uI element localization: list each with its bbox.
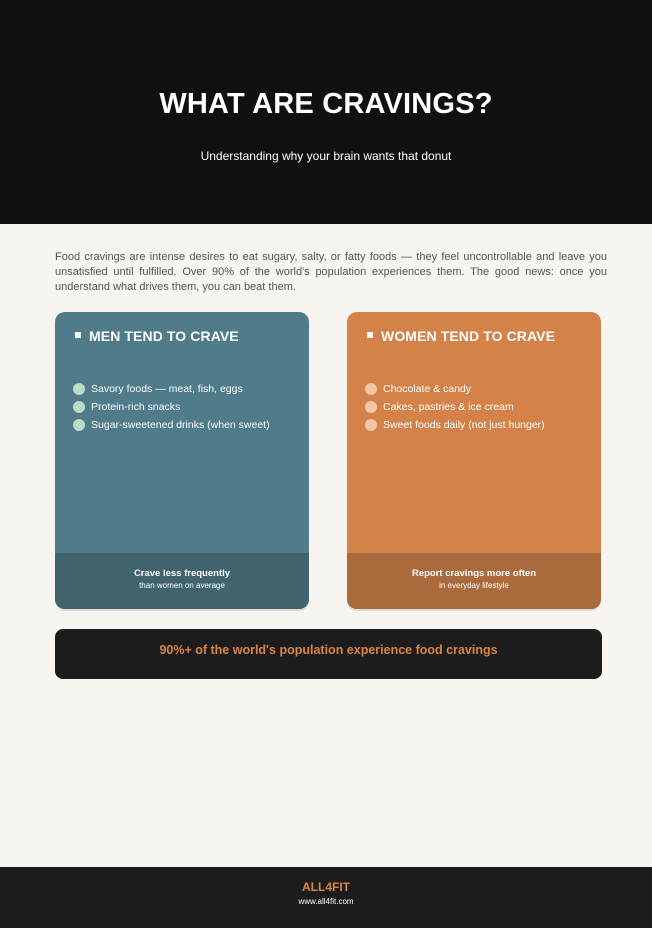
square-bullet-icon bbox=[367, 332, 373, 338]
list-item-text: Chocolate & candy bbox=[383, 383, 472, 395]
men-footer-main: Crave less frequently bbox=[133, 568, 231, 579]
square-bullet-icon bbox=[75, 332, 81, 338]
stat-banner: 90%+ of the world's population experience food cravings bbox=[55, 629, 602, 679]
men-card-title: MEN TEND TO CRAVE bbox=[89, 328, 239, 344]
women-craving-list bbox=[365, 380, 545, 434]
circle-bullet-icon bbox=[365, 401, 377, 413]
list-item-text: Protein-rich snacks bbox=[91, 401, 181, 413]
women-card-footer bbox=[347, 553, 601, 609]
women-card-title: WOMEN TEND TO CRAVE bbox=[381, 328, 556, 344]
circle-bullet-icon bbox=[73, 419, 85, 431]
brand-logo-text: ALL4FIT bbox=[302, 880, 350, 894]
circle-bullet-icon bbox=[73, 401, 85, 413]
women-cravings-card bbox=[347, 312, 601, 609]
circle-bullet-icon bbox=[365, 419, 377, 431]
website-url: www.all4fit.com bbox=[298, 897, 354, 906]
list-item bbox=[365, 380, 545, 398]
men-card-footer bbox=[55, 553, 309, 609]
page-title: WHAT ARE CRAVINGS? bbox=[159, 88, 493, 120]
list-item bbox=[73, 398, 270, 416]
list-item bbox=[73, 416, 270, 434]
men-craving-list bbox=[73, 380, 270, 434]
list-item bbox=[365, 398, 545, 416]
women-footer-main: Report cravings more often bbox=[411, 568, 537, 579]
women-footer-sub: in everyday lifestyle bbox=[439, 581, 509, 590]
men-footer-sub: than women on average bbox=[139, 581, 225, 590]
list-item-text: Cakes, pastries & ice cream bbox=[383, 401, 514, 413]
men-card-header bbox=[75, 327, 239, 345]
women-card-header bbox=[367, 327, 555, 345]
page-footer bbox=[0, 867, 652, 928]
list-item-text: Savory foods — meat, fish, eggs bbox=[91, 383, 243, 395]
list-item-text: Sweet foods daily (not just hunger) bbox=[383, 419, 545, 431]
hero-section bbox=[0, 0, 652, 224]
page-subtitle: Understanding why your brain wants that donut bbox=[200, 149, 452, 163]
list-item-text: Sugar-sweetened drinks (when sweet) bbox=[91, 419, 270, 431]
men-cravings-card bbox=[55, 312, 309, 609]
list-item bbox=[73, 380, 270, 398]
circle-bullet-icon bbox=[365, 383, 377, 395]
list-item bbox=[365, 416, 545, 434]
intro-paragraph: Food cravings are intense desires to eat sugary, salty, or fatty foods — they feel uncontrollable and leave you unsatisfied until fulfilled. Over 90% of the world's population experiences them. The good news: once you understand what drives them, you can beat them. bbox=[55, 251, 607, 293]
circle-bullet-icon bbox=[73, 383, 85, 395]
